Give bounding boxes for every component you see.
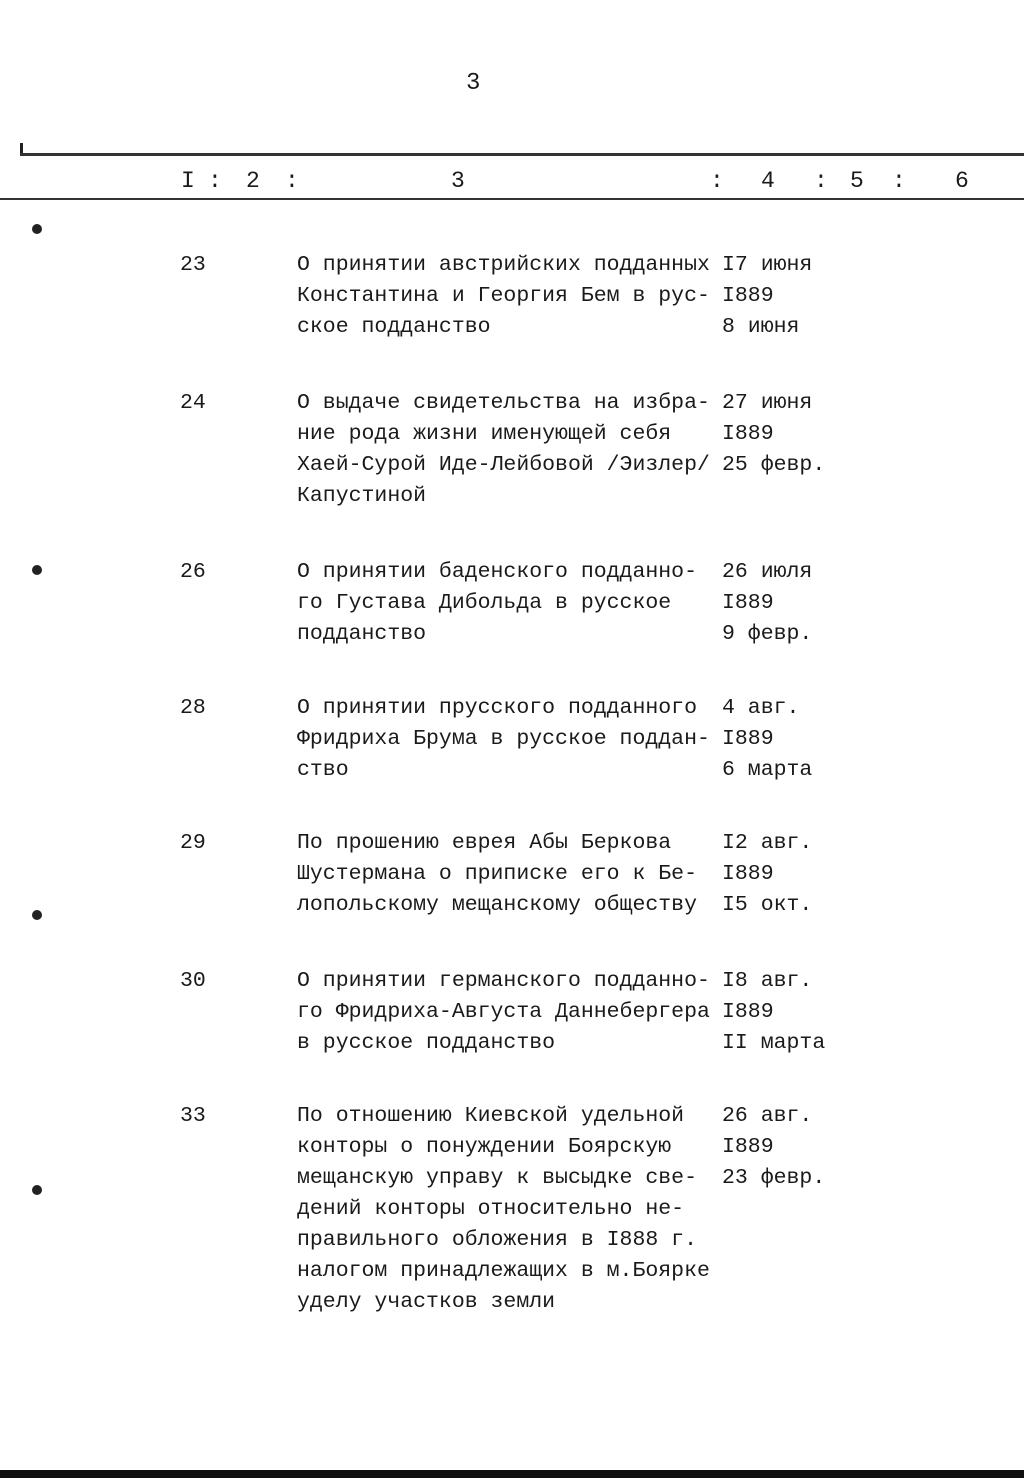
punch-mark: [32, 1185, 42, 1195]
entry-number: 30: [180, 969, 206, 993]
entry-title: [297, 250, 710, 343]
entry-title-line: Капустиной: [297, 484, 427, 508]
entry-date: 9 февр.: [722, 622, 813, 646]
entry-number: 33: [180, 1104, 206, 1128]
entry-title: [297, 388, 710, 512]
entry-date: 6 марта: [722, 758, 813, 782]
entry-dates: [722, 693, 812, 786]
entry-dates: [722, 388, 825, 481]
header-sep: :: [710, 168, 724, 194]
entry-title-line: мещанскую управу к высыдке све-: [297, 1166, 697, 1190]
entry-title-line: в русское подданство: [297, 1031, 556, 1055]
entry-title-line: конторы о понуждении Боярскую: [297, 1135, 672, 1159]
header-col-6: 6: [955, 168, 969, 194]
table-top-rule: [20, 153, 1024, 156]
entry-number: 29: [180, 831, 206, 855]
entry-title-line: Константина и Георгия Бем в рус-: [297, 284, 710, 308]
entry-date: I889: [722, 284, 774, 308]
entry-title-line: дений конторы относительно не-: [297, 1197, 685, 1221]
entry-title-line: уделу участков земли: [297, 1290, 556, 1314]
entry-title-line: правильного обложения в I888 г.: [297, 1228, 697, 1252]
table-header-rule: [0, 198, 1024, 200]
entry-date: 26 июля: [722, 560, 813, 584]
entry-title-line: подданство: [297, 622, 427, 646]
entry-number: 28: [180, 696, 206, 720]
entry-title-line: По отношению Киевской удельной: [297, 1104, 685, 1128]
punch-mark: [32, 565, 42, 575]
entry-title-line: ское подданство: [297, 315, 491, 339]
header-col-2: 2: [246, 168, 260, 194]
entry-number: 26: [180, 560, 206, 584]
entry-title-line: налогом принадлежащих в м.Боярке: [297, 1259, 710, 1283]
punch-mark: [32, 910, 42, 920]
entry-title-line: О принятии прусского подданного: [297, 696, 697, 720]
entry-date: I889: [722, 1000, 774, 1024]
entry-title: [297, 966, 710, 1059]
header-col-1: I: [181, 168, 195, 194]
entry-title-line: О принятии баденского подданно-: [297, 560, 697, 584]
entry-title-line: О выдаче свидетельства на избра-: [297, 391, 710, 415]
punch-mark: [32, 224, 42, 234]
entry-date: I7 июня: [722, 253, 813, 277]
entry-dates: [722, 250, 812, 343]
header-col-3: 3: [451, 168, 465, 194]
entry-dates: [722, 828, 812, 921]
entry-date: I889: [722, 862, 774, 886]
header-col-4: 4: [761, 168, 775, 194]
header-sep: :: [285, 168, 299, 194]
entry-date: I889: [722, 1135, 774, 1159]
entry-title-line: ние рода жизни именующей себя: [297, 422, 672, 446]
entry-title: [297, 1101, 710, 1318]
entry-date: I889: [722, 422, 774, 446]
entry-date: I889: [722, 727, 774, 751]
entry-date: 27 июня: [722, 391, 813, 415]
entry-date: I8 авг.: [722, 969, 813, 993]
bottom-edge: [0, 1470, 1024, 1478]
entry-dates: [722, 557, 812, 650]
header-col-5: 5: [850, 168, 864, 194]
entry-date: 4 авг.: [722, 696, 800, 720]
entry-number: 23: [180, 253, 206, 277]
entry-title: [297, 828, 697, 921]
header-sep: :: [814, 168, 828, 194]
entry-date: I2 авг.: [722, 831, 813, 855]
entry-title-line: О принятии германского подданно-: [297, 969, 710, 993]
entry-date: 25 февр.: [722, 453, 826, 477]
entry-title-line: Фридриха Брума в русское поддан-: [297, 727, 710, 751]
entry-number: 24: [180, 391, 206, 415]
entry-date: II марта: [722, 1031, 826, 1055]
entry-date: 26 авг.: [722, 1104, 813, 1128]
entry-title: [297, 693, 710, 786]
entry-title-line: Шустермана о приписке его к Бе-: [297, 862, 697, 886]
entry-dates: [722, 1101, 825, 1194]
entry-title-line: О принятии австрийских подданных: [297, 253, 710, 277]
entry-title-line: Хаей-Сурой Иде-Лейбовой /Эизлер/: [297, 453, 710, 477]
entry-title-line: ство: [297, 758, 349, 782]
page-number: 3: [466, 70, 481, 97]
header-sep: :: [892, 168, 906, 194]
header-sep: :: [208, 168, 222, 194]
entry-title-line: По прошению еврея Абы Беркова: [297, 831, 672, 855]
entry-title-line: го Густава Дибольда в русское: [297, 591, 672, 615]
entry-title-line: лопольскому мещанскому обществу: [297, 893, 697, 917]
entry-title: [297, 557, 697, 650]
entry-date: I889: [722, 591, 774, 615]
entry-date: 8 июня: [722, 315, 800, 339]
entry-date: I5 окт.: [722, 893, 813, 917]
entry-date: 23 февр.: [722, 1166, 826, 1190]
entry-title-line: го Фридриха-Августа Даннебергера: [297, 1000, 710, 1024]
entry-dates: [722, 966, 825, 1059]
